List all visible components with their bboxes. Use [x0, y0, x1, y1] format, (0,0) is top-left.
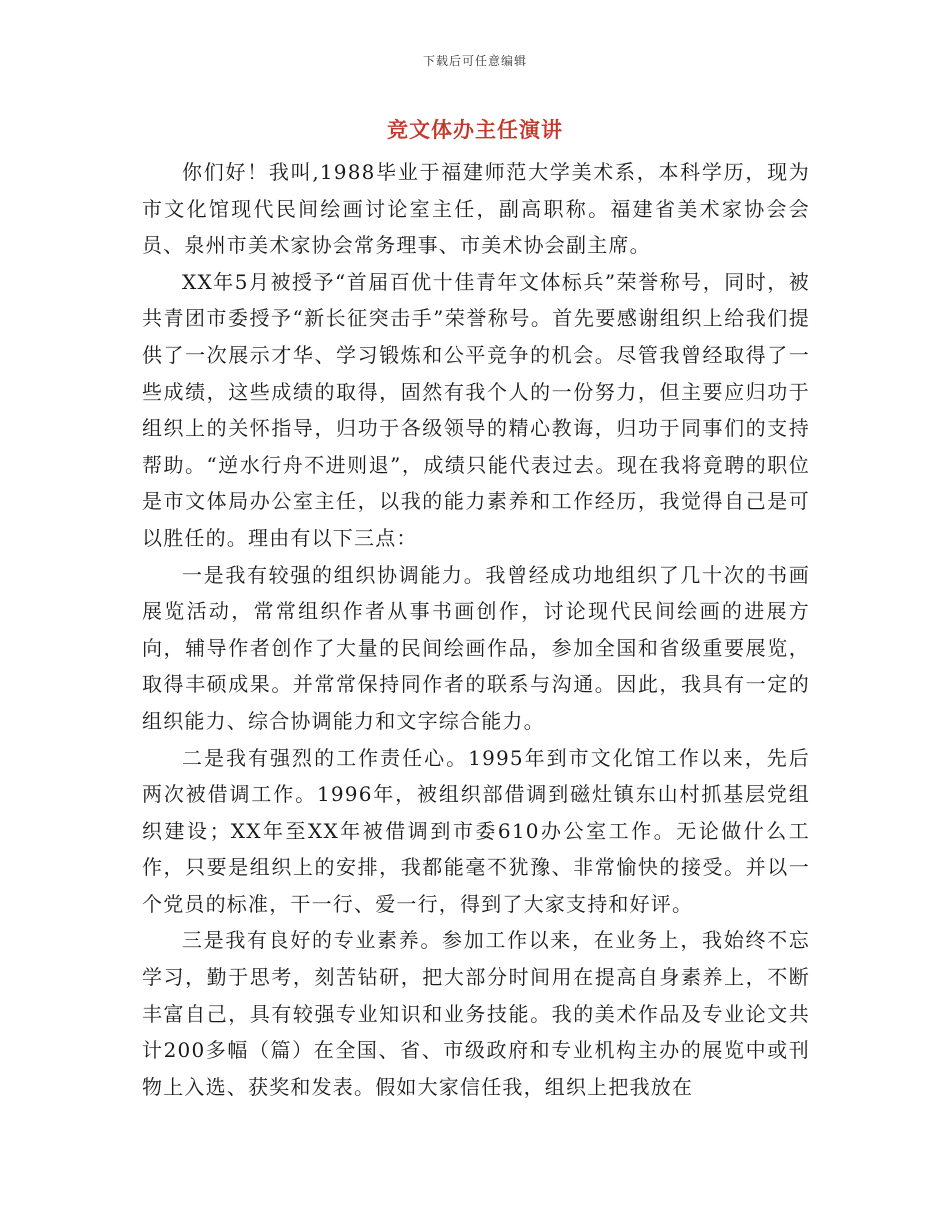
paragraph-reason-three: 三是我有良好的专业素养。参加工作以来，在业务上，我始终不忘学习，勤于思考，刻苦钻研，把大部分时间用在提高自身素养上，不断丰富自己，具有较强专业知识和业务技能。我的美术作品及专业论文共计200多幅（篇）在全国、省、市级政府和专业机构主办的展览中或刊物上入选、获奖和发表。假如大家信任我，组织上把我放在 — [142, 928, 810, 1099]
document-body — [142, 154, 810, 1105]
paragraph-reason-one: 一是我有较强的组织协调能力。我曾经成功地组织了几十次的书画展览活动，常常组织作者从事书画创作，讨论现代民间绘画的进展方向，辅导作者创作了大量的民间绘画作品，参加全国和省级重要展览，取得丰硕成果。并常常保持同作者的联系与沟通。因此，我具有一定的组织能力、综合协调能力和文字综合能力。 — [142, 562, 810, 733]
document-title: 竞文体办主任演讲 — [387, 117, 563, 142]
paragraph-reason-two: 二是我有强烈的工作责任心。1995年到市文化馆工作以来，先后两次被借调工作。1996年，被组织部借调到磁灶镇东山村抓基层党组织建设；XX年至XX年被借调到市委610办公室工作。无论做什么工作，只要是组织上的安排，我都能毫不犹豫、非常愉快的接受。并以一个党员的标准，干一行、爱一行，得到了大家支持和好评。 — [142, 745, 810, 916]
paragraph-intro: 你们好！我叫,1988毕业于福建师范大学美术系，本科学历，现为市文化馆现代民间绘画讨论室主任，副高职称。福建省美术家协会会员、泉州市美术家协会常务理事、市美术协会副主席。 — [142, 160, 810, 258]
paragraph-honors: XX年5月被授予“首届百优十佳青年文体标兵”荣誉称号，同时，被共青团市委授予“新长征突击手”荣誉称号。首先要感谢组织上给我们提供了一次展示才华、学习锻炼和公平竞争的机会。尽管我曾经取得了一些成绩，这些成绩的取得，固然有我个人的一份努力，但主要应归功于组织上的关怀指导，归功于各级领导的精心教诲，归功于同事们的支持帮助。“逆水行舟不进则退”，成绩只能代表过去。现在我将竟聘的职位是市文体局办公室主任，以我的能力素养和工作经历，我觉得自己是可以胜任的。理由有以下三点： — [142, 269, 810, 550]
header-note: 下载后可任意编辑 — [422, 54, 527, 68]
